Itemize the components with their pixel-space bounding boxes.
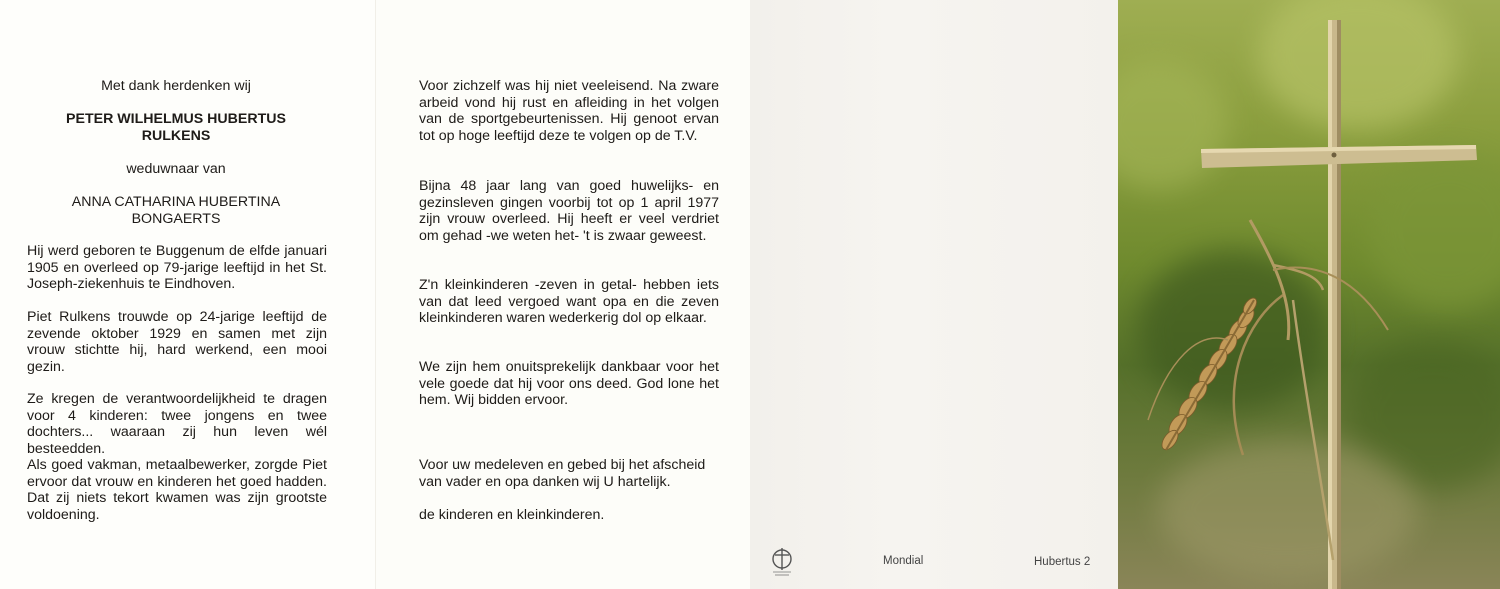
memorial-paragraph-4: We zijn hem onuitsprekelijk dankbaar voor het vele goede dat hij voor ons deed. God lone het hem. Wij bidden ervoor.: [419, 359, 719, 408]
bio-paragraph-3: Ze kregen de verantwoordelijkheid te dragen voor 4 kinderen: twee jongens en twee dochters... waaraan zij hun leven wél besteedden.: [27, 391, 327, 457]
back-panel: [750, 0, 1118, 589]
middle-panel: [375, 0, 750, 589]
deceased-name-line1: PETER WILHELMUS HUBERTUS: [66, 111, 286, 127]
photo-panel: [1118, 0, 1500, 589]
memorial-paragraph-2: Bijna 48 jaar lang van goed huwelijks- en gezinsleven gingen voorbij tot op 1 april 1977 zijn vrouw overleed. Hij heeft er veel verdriet om gehad -we weten het- 't is zwaar geweest.: [419, 178, 719, 244]
deceased-name-line2: RULKENS: [141, 127, 211, 144]
signature-text: de kinderen en kleinkinderen.: [419, 507, 605, 523]
memorial-paragraph-1: Voor zichzelf was hij niet veeleisend. Na zware arbeid vond hij rust en afleiding in het volgen van de sportgebeurtenissen. Hij genoot ervan tot op hoge leeftijd deze te volgen op de T.V.: [419, 78, 719, 144]
intro-text: Met dank herdenken wij: [101, 78, 251, 94]
deceased-name: [0, 111, 352, 144]
bio-paragraph-1: Hij werd geboren te Buggenum de elfde januari 1905 en overleed op 79-jarige leeftijd in het St. Joseph-ziekenhuis te Eindhoven.: [27, 243, 327, 292]
thanks-text: Voor uw medeleven en gebed bij het afscheid van vader en opa danken wij U hartelijk.: [419, 457, 706, 490]
publisher-logo-icon: [765, 545, 799, 579]
publisher-name: Mondial: [883, 555, 924, 567]
bio-paragraph-4: Als goed vakman, metaalbewerker, zorgde Piet ervoor dat vrouw en kinderen het goed hadden. Dat zij niets tekort kwamen was zijn grootste voldoening.: [27, 457, 327, 523]
left-panel: [0, 0, 375, 589]
spouse-name-line1: ANNA CATHARINA HUBERTINA: [71, 194, 281, 210]
spouse-name: [0, 194, 352, 227]
spouse-name-line2: BONGAERTS: [131, 210, 221, 227]
memorial-paragraph-3: Z'n kleinkinderen -zeven in getal- hebben iets van dat leed vergoed want opa en die zeven kleinkinderen waren wederkerig dol op elkaar.: [419, 277, 719, 326]
widower-text: weduwnaar van: [126, 161, 226, 177]
cross-with-wheat-icon: [1118, 0, 1500, 589]
card-code: Hubertus 2: [1034, 556, 1091, 568]
bio-paragraph-2: Piet Rulkens trouwde op 24-jarige leeftijd de zevende oktober 1929 en samen met zijn vrouw stichtte hij, hard werkend, een mooi gezin.: [27, 309, 327, 375]
